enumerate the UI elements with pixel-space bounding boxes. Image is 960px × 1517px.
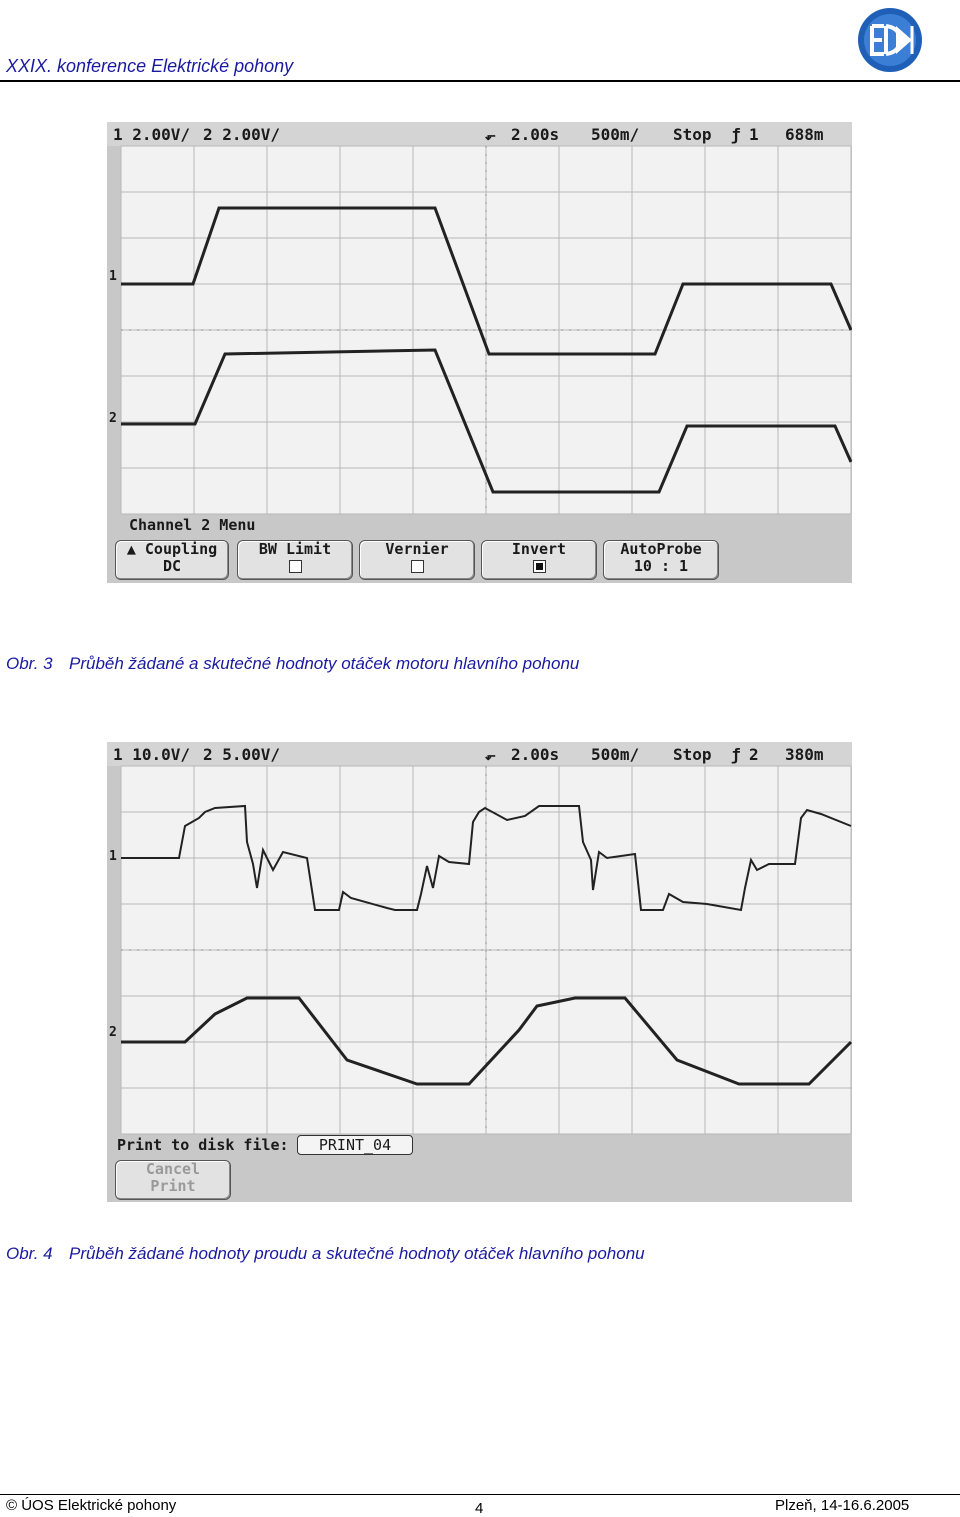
caption-number: Obr. 4 — [6, 1244, 53, 1263]
ch1-scale: 1 2.00V/ — [113, 125, 191, 144]
trigger-edge-icon: ƒ — [731, 745, 741, 764]
up-arrow-icon: ▲ — [126, 540, 136, 558]
ch2-scale: 2 5.00V/ — [203, 745, 281, 764]
ch1-ground-marker: 1 — [109, 849, 117, 864]
bw-limit-softkey[interactable] — [237, 540, 353, 580]
caption-text: Průběh žádané hodnoty proudu a skutečné hodnoty otáček hlavního pohonu — [69, 1244, 645, 1263]
run-state: Stop — [673, 745, 712, 764]
header-rule — [0, 80, 960, 82]
trigger-arrow-icon: ⬐ — [485, 129, 496, 144]
graticule-1 — [121, 146, 851, 514]
conference-logo-icon — [856, 6, 924, 74]
cancel-print-softkey[interactable] — [115, 1160, 231, 1200]
ch2-ground-marker: 2 — [109, 1025, 117, 1040]
oscilloscope-graph-2 — [107, 742, 852, 1202]
checkbox-icon — [411, 560, 424, 573]
trigger-edge-icon: ƒ — [731, 125, 741, 144]
softkey-label: BW Limit — [258, 540, 332, 558]
caption-text: Průběh žádané a skutečné hodnoty otáček motoru hlavního pohonu — [69, 654, 580, 673]
ch2-ground-marker: 2 — [109, 411, 117, 426]
ch1-scale: 1 10.0V/ — [113, 745, 191, 764]
softkey-label: Invert — [511, 540, 567, 558]
delay-value: 500m/ — [591, 745, 640, 764]
footer-rule — [0, 1494, 960, 1495]
graticule-2 — [121, 766, 851, 1134]
figure-3-caption — [6, 654, 579, 674]
page-number: 4 — [475, 1500, 484, 1517]
softkey-value: DC — [162, 557, 182, 575]
softkey-label: AutoProbe — [620, 540, 702, 558]
trigger-channel: 2 — [749, 745, 759, 764]
ch1-ground-marker: 1 — [109, 269, 117, 284]
delay-value: 500m/ — [591, 125, 640, 144]
coupling-softkey[interactable] — [115, 540, 229, 580]
figure-4-caption — [6, 1244, 645, 1264]
menu-title: Channel 2 Menu — [129, 516, 256, 534]
vernier-softkey[interactable] — [359, 540, 475, 580]
oscilloscope-screen-1 — [107, 122, 852, 583]
ch2-scale: 2 2.00V/ — [203, 125, 281, 144]
timebase-value: 2.00s — [511, 745, 560, 764]
checkbox-checked-icon — [533, 560, 546, 573]
trigger-arrow-icon: ⬐ — [485, 749, 496, 764]
invert-softkey[interactable] — [481, 540, 597, 580]
run-state: Stop — [673, 125, 712, 144]
footer-left: © ÚOS Elektrické pohony — [6, 1497, 177, 1514]
trigger-level: 380m — [785, 745, 824, 764]
file-name-field[interactable]: PRINT_04 — [297, 1135, 413, 1155]
caption-number: Obr. 3 — [6, 654, 53, 673]
menu-title: Print to disk file: — [117, 1136, 289, 1154]
checkbox-icon — [289, 560, 302, 573]
softkey-label: Cancel — [145, 1160, 201, 1178]
timebase-value: 2.00s — [511, 125, 560, 144]
autoprobe-softkey[interactable] — [603, 540, 719, 580]
trigger-level: 688m — [785, 125, 824, 144]
softkey-label: Vernier — [385, 540, 449, 558]
oscilloscope-graph-1 — [107, 122, 852, 583]
trigger-channel: 1 — [749, 125, 759, 144]
softkey-value: Print — [150, 1177, 196, 1195]
header-title: XXIX. konference Elektrické pohony — [6, 56, 294, 76]
oscilloscope-screen-2 — [107, 742, 852, 1202]
footer-right: Plzeň, 14-16.6.2005 — [775, 1497, 910, 1514]
softkey-label: Coupling — [144, 540, 218, 558]
softkey-value: 10 : 1 — [633, 557, 689, 575]
